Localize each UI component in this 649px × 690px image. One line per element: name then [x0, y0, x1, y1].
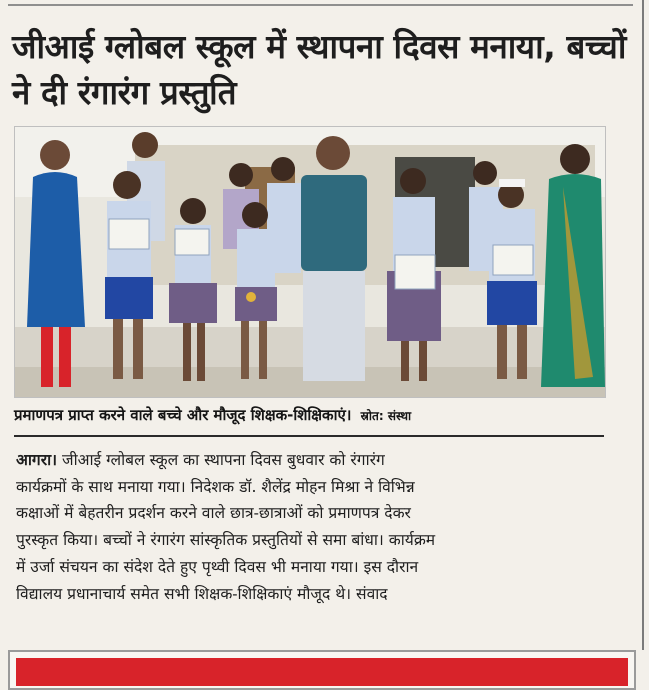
caption-source: स्रोत: संस्था [360, 409, 412, 423]
body-line-3: कक्षाओं में बेहतरीन प्रदर्शन करने वाले छात्र-छात्राओं को प्रमाणपत्र देकर [16, 504, 411, 523]
body-line-4: पुरस्कृत किया। बच्चों ने रंगारंग सांस्कृतिक प्रस्तुतियों से समा बांधा। कार्यक्रम [16, 531, 436, 550]
next-article-banner [16, 658, 628, 686]
article-headline: जीआई ग्लोबल स्कूल में स्थापना दिवस मनाया, बच्चों ने दी रंगारंग प्रस्तुति [12, 27, 627, 112]
news-photo [14, 126, 606, 398]
caption-rule [14, 435, 604, 437]
dateline: आगरा। [16, 450, 58, 469]
caption-text: प्रमाणपत्र प्राप्त करने वाले बच्चे और मौजूद शिक्षक-शिक्षिकाएं। [14, 406, 352, 424]
body-line-1: आगरा। जीआई ग्लोबल स्कूल का स्थापना दिवस बुधवार को रंगारंग [16, 450, 385, 469]
body-line-2: कार्यक्रमों के साथ मनाया गया। निदेशक डॉ. शैलेंद्र मोहन मिश्रा ने विभिन्न [16, 477, 415, 496]
top-rule [8, 4, 633, 6]
photo-caption [14, 405, 604, 425]
next-article-box [8, 650, 636, 690]
column-divider [642, 0, 644, 650]
body-line-5: में उर्जा संचयन का संदेश देते हुए पृथ्वी दिवस भी मनाया गया। इस दौरान [16, 557, 419, 576]
group-photo-illustration [15, 127, 605, 397]
article-body [16, 447, 616, 607]
body-line-6: विद्यालय प्रधानाचार्य समेत सभी शिक्षक-शिक्षिकाएं मौजूद थे। संवाद [16, 584, 388, 603]
